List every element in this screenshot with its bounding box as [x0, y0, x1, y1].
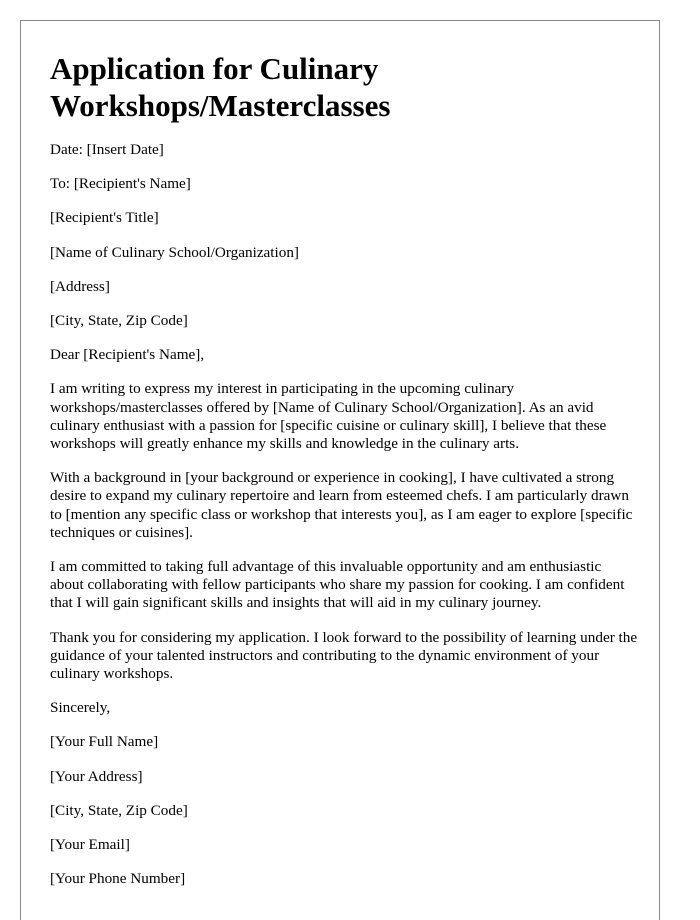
salutation: Dear [Recipient's Name], — [50, 346, 205, 364]
letter-content — [50, 50, 638, 904]
signature-address: [Your Address] — [50, 767, 143, 785]
recipient-city-state-zip-line: [City, State, Zip Code] — [50, 312, 188, 330]
organization-line: [Name of Culinary School/Organization] — [50, 243, 299, 261]
body-paragraph-4: Thank you for considering my application. I look forward to the possibility of learning under the guidance of your talented instructors and contributing to the dynamic environment of your culinary workshops. — [50, 628, 638, 683]
signature-email: [Your Email] — [50, 836, 130, 854]
closing: Sincerely, — [50, 699, 111, 717]
body-paragraph-3: I am committed to taking full advantage of this invaluable opportunity and am enthusiastic about collaborating with fellow participants who share my passion for cooking. I am confident that I will gain significant skills and insights that will aid in my culinary journey. — [50, 558, 625, 612]
signature-full-name: [Your Full Name] — [50, 733, 159, 751]
recipient-name-line: To: [Recipient's Name] — [50, 175, 191, 193]
recipient-title-line: [Recipient's Title] — [50, 209, 159, 227]
signature-phone: [Your Phone Number] — [50, 870, 186, 888]
recipient-address-line: [Address] — [50, 277, 110, 295]
letter-title: Application for Culinary Workshops/Masterclasses — [50, 51, 391, 123]
letter-page — [20, 20, 660, 920]
body-paragraph-2: With a background in [your background or experience in cooking], I have cultivated a strong desire to expand my culinary repertoire and learn from esteemed chefs. I am particularly drawn to [mention any specific class or workshop that interests you], as I am eager to explore [specific techniques or cuisines]. — [50, 469, 633, 541]
signature-city-state-zip: [City, State, Zip Code] — [50, 801, 188, 819]
date-line: Date: [Insert Date] — [50, 141, 164, 158]
body-paragraph-1: I am writing to express my interest in participating in the upcoming culinary workshops/masterclasses offered by [Name of Culinary School/Organization]. As an avid culinary enthusiast with a passion for [specific cuisine or culinary skill], I believe that these workshops will greatly enhance my skills and knowledge in the culinary arts. — [50, 380, 607, 453]
